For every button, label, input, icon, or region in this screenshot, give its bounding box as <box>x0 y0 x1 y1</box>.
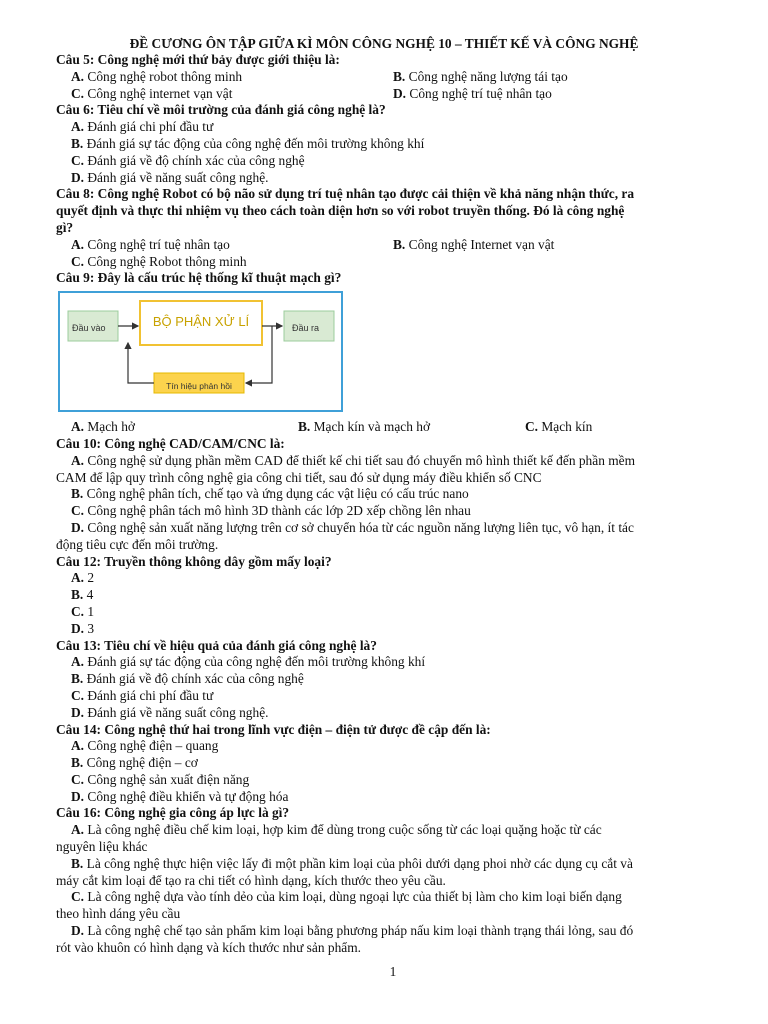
option-a-cont: nguyên liệu khác <box>56 839 148 855</box>
option-d: D. Đánh giá về năng suất công nghệ. <box>71 704 269 720</box>
options-row <box>56 237 732 254</box>
option-c: C. Công nghệ phân tách mô hình 3D thành các lớp 2D xếp chồng lên nhau <box>71 503 471 519</box>
option-c: C. Công nghệ internet vạn vật <box>71 85 233 101</box>
option-c: C. Đánh giá chi phí đầu tư <box>71 687 214 703</box>
option-a: A. Đánh giá sự tác động của công nghệ đến môi trường không khí <box>71 654 426 670</box>
question-5: Câu 5: Công nghệ mới thứ bảy được giới thiệu là: <box>56 52 340 67</box>
option-c-cont: theo hình dáng yêu cầu <box>56 906 181 922</box>
option-b: B. Công nghệ Internet vạn vật <box>393 236 555 252</box>
page-title: ĐỀ CƯƠNG ÔN TẬP GIỮA KÌ MÔN CÔNG NGHỆ 10 – THIẾT KẾ VÀ CÔNG NGHỆ <box>129 36 639 51</box>
option-a: A. Công nghệ robot thông minh <box>71 68 243 84</box>
option-a: A. 2 <box>71 570 95 586</box>
diagram-output-label: Đầu ra <box>292 323 320 334</box>
option-b: B. Công nghệ năng lượng tái tạo <box>393 68 568 84</box>
diagram-feedback-label: Tín hiệu phản hồi <box>166 381 232 392</box>
options-row <box>56 419 732 436</box>
option-d-cont: rót vào khuôn có hình dạng và kích thước như sản phẩm. <box>56 939 361 955</box>
option-b: B. Là công nghệ thực hiện việc lấy đi một phần kim loại của phôi dưới dạng phoi nhờ các dụng cụ cắt và <box>71 855 633 871</box>
option-a-cont: CAM để lập quy trình công nghệ gia công chi tiết, sau đó sử dụng máy điều khiển số CNC <box>56 469 542 485</box>
option-a: A. Công nghệ sử dụng phần mềm CAD để thiết kế chi tiết sau đó chuyển mô hình thiết kế đến phần mềm <box>71 452 636 468</box>
option-b: B. Công nghệ phân tích, chế tạo và ứng dụng các vật liệu có cấu trúc nano <box>71 486 469 502</box>
option-c: C. Đánh giá về độ chính xác của công nghệ <box>71 152 305 168</box>
question-12: Câu 12: Truyền thông không dây gồm mấy loại? <box>56 553 332 569</box>
question-14: Câu 14: Công nghệ thứ hai trong lĩnh vực điện – điện tử được đề cập đến là: <box>56 721 491 737</box>
option-b: B. Công nghệ điện – cơ <box>71 755 198 771</box>
option-c: C. Là công nghệ dựa vào tính dẻo của kim loại, dùng ngoại lực của thiết bị làm cho kim loại biến dạng <box>71 889 622 905</box>
question-8-cont: quyết định và thực thi nhiệm vụ theo cách toàn diện hơn so với robot truyền thống. Đó là công nghệ <box>56 203 625 219</box>
question-list <box>56 52 732 957</box>
page-number: 1 <box>389 964 397 979</box>
question-10: Câu 10: Công nghệ CAD/CAM/CNC là: <box>56 435 285 451</box>
option-b: B. Đánh giá sự tác động của công nghệ đến môi trường không khí <box>71 135 425 151</box>
option-b: B. Mạch kín và mạch hở <box>298 419 431 435</box>
options-row <box>56 86 732 103</box>
question-16: Câu 16: Công nghệ gia công áp lực là gì? <box>56 805 290 821</box>
option-a: A. Đánh giá chi phí đầu tư <box>71 119 214 135</box>
diagram-process-label: BỘ PHẬN XỬ LÍ <box>152 314 250 330</box>
option-b: B. Đánh giá về độ chính xác của công nghệ <box>71 671 304 687</box>
option-d: D. Công nghệ sản xuất năng lượng trên cơ sở chuyển hóa từ các nguồn năng lượng liên tục, vô hạn, ít tác <box>71 519 634 535</box>
question-6: Câu 6: Tiêu chí về môi trường của đánh giá công nghệ là? <box>56 102 386 118</box>
circuit-diagram-graphic <box>58 291 344 415</box>
question-8: Câu 8: Công nghệ Robot có bộ não sử dụng trí tuệ nhân tạo được cải thiện về khả năng nhận thức, ra <box>56 186 635 202</box>
option-d: D. Công nghệ điều khiển và tự động hóa <box>71 788 289 804</box>
option-c: C. Công nghệ Robot thông minh <box>71 253 247 269</box>
option-c: C. Công nghệ sản xuất điện năng <box>71 771 250 787</box>
question-13: Câu 13: Tiêu chí về hiệu quả của đánh giá công nghệ là? <box>56 637 377 653</box>
option-a: A. Mạch hở <box>71 419 136 435</box>
option-b-cont: máy cắt kim loại để tạo ra chi tiết có hình dạng, kích thước theo yêu cầu. <box>56 872 446 888</box>
option-a: A. Công nghệ trí tuệ nhân tạo <box>71 236 230 252</box>
option-b: B. 4 <box>71 587 94 603</box>
option-d: D. 3 <box>71 620 95 636</box>
option-a: A. Là công nghệ điều chế kim loại, hợp kim để dùng trong cuộc sống từ các loại quặng hoặc từ các <box>71 822 602 838</box>
option-d: D. Đánh giá về năng suất công nghệ. <box>71 169 269 185</box>
options-row <box>56 69 732 86</box>
option-d: D. Là công nghệ chế tạo sản phẩm kim loại bằng phương pháp nấu kim loại thành trạng thái lỏng, sau đó <box>71 923 634 939</box>
option-c: C. Mạch kín <box>525 419 593 435</box>
option-a: A. Công nghệ điện – quang <box>71 738 219 754</box>
diagram-input-label: Đầu vào <box>72 323 106 334</box>
option-d: D. Công nghệ trí tuệ nhân tạo <box>393 85 552 101</box>
question-9: Câu 9: Đây là cấu trúc hệ thống kĩ thuật mạch gì? <box>56 270 342 286</box>
option-d-cont: động tiêu cực đến môi trường. <box>56 536 219 552</box>
circuit-diagram <box>58 291 344 415</box>
question-8-cont: gì? <box>56 219 74 235</box>
option-c: C. 1 <box>71 603 95 619</box>
